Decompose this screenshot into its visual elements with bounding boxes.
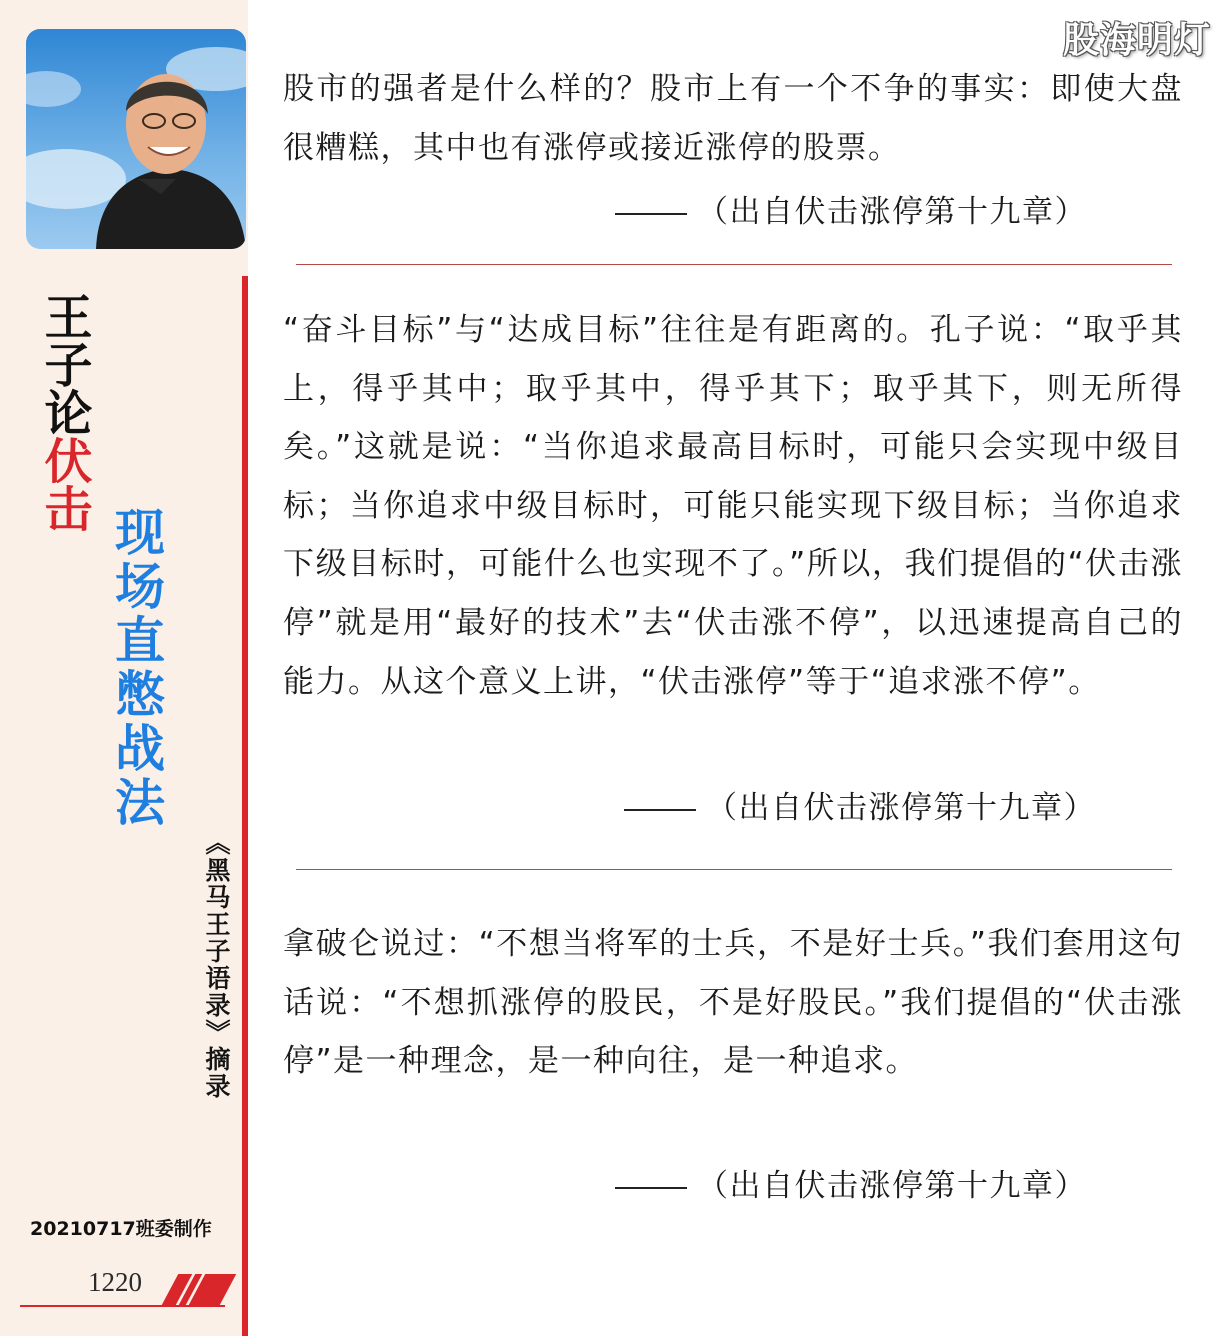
- section-divider: [296, 264, 1172, 265]
- sidebar-red-rule: [242, 276, 248, 1336]
- author-portrait: [26, 29, 246, 249]
- quote-source: [615, 186, 1087, 231]
- quote-text: 拿破仑说过：“不想当将军的士兵，不是好士兵。”我们套用这句话说：“不想抓涨停的股民，不是好股民。”我们提倡的“伏击涨停”是一种理念，是一种向往，是一种追求。: [283, 926, 1183, 1080]
- quote-source: [624, 782, 1096, 827]
- section-divider: [296, 869, 1172, 870]
- dash-rule: [615, 1187, 687, 1189]
- quote-source-text: （出自伏击涨停第十九章）: [706, 790, 1096, 826]
- page-number: 1220: [88, 1267, 142, 1297]
- quote-source-text: （出自伏击涨停第十九章）: [697, 1168, 1087, 1204]
- quote-text: “奋斗目标”与“达成目标”往往是有距离的。孔子说：“取乎其上，得乎其中；取乎其中，得乎其下；取乎其下，则无所得矣。”这就是说：“当你追求最高目标时，可能只会实现中级目标；当你追求中级目标时，可能只能实现下级目标；当你追求下级目标时，可能什么也实现不了。”所以，我们提倡的“伏击涨停”就是用“最好的技术”去“伏击涨不停”，以迅速提高自己的能力。从这个意义上讲，“伏击涨停”等于“追求涨不停”。: [283, 312, 1183, 700]
- watermark-logo: 股海明灯: [1062, 20, 1211, 61]
- column-title: [34, 292, 94, 532]
- dash-rule: [624, 809, 696, 811]
- source-label: 《黑马王子语录》摘录: [202, 830, 231, 1100]
- quote-text: 股市的强者是什么样的？股市上有一个不争的事实：即使大盘很糟糕，其中也有涨停或接近涨停的股票。: [283, 71, 1183, 166]
- quote-source-text: （出自伏击涨停第十九章）: [697, 194, 1087, 230]
- column-title-accent: 伏击: [36, 436, 92, 532]
- column-subtitle: 现场直憋战法: [107, 506, 166, 830]
- quote-source: [615, 1160, 1087, 1205]
- footer-note: 20210717班委制作: [30, 1218, 212, 1240]
- column-title-prefix: 王子论: [36, 292, 92, 436]
- dash-rule: [615, 213, 687, 215]
- page-underline: [20, 1305, 225, 1307]
